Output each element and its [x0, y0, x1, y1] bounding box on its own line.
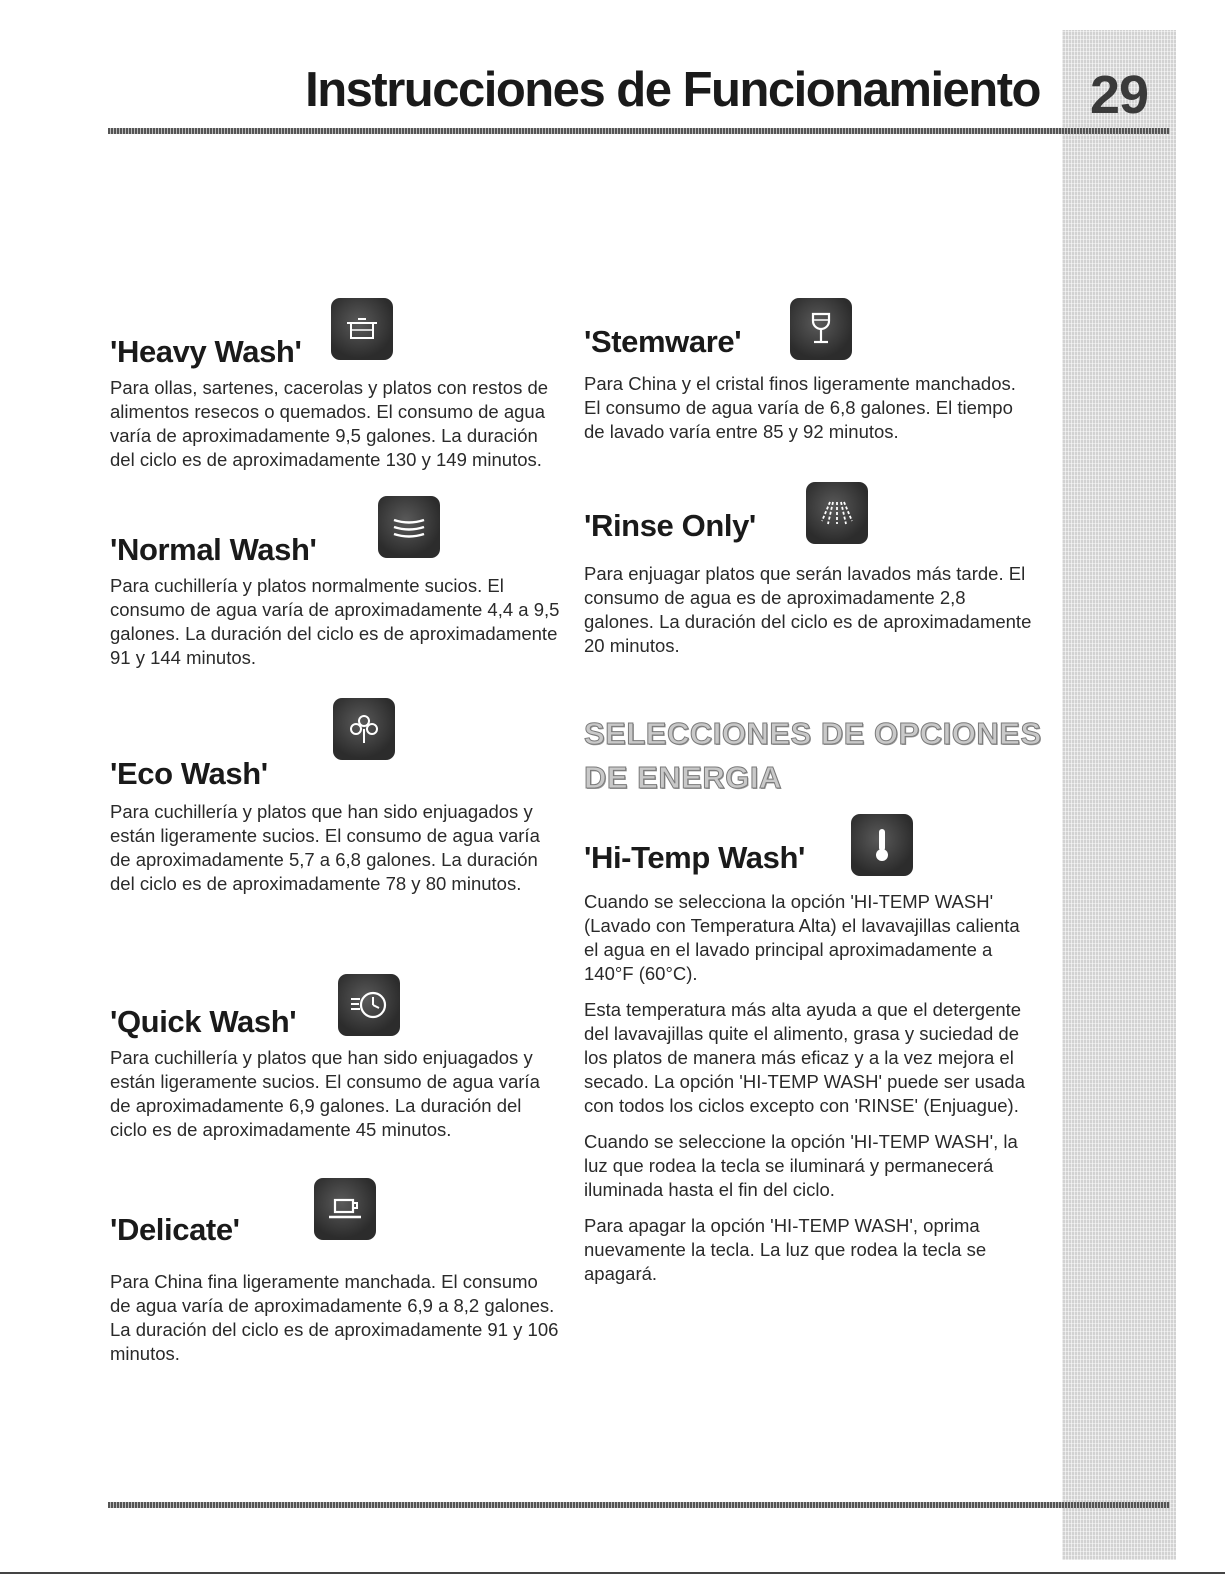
section-body-1: Cuando se selecciona la opción 'HI-TEMP WASH' (Lavado con Temperatura Alta) el lavavajillas calienta el agua en el lavado principal aproximadamente a 140°F (60°C).: [584, 891, 1020, 984]
section-body-2: Esta temperatura más alta ayuda a que el detergente del lavavajillas quite el alimento, grasa y suciedad de los platos de manera más eficaz y a la vez mejora el secado. La opción 'HI-TEMP WASH' puede ser usada con todos los ciclos excepto con 'RINSE' (Enjuague).: [584, 999, 1026, 1116]
section-body: Para China y el cristal finos ligeramente manchados. El consumo de agua varía de 6,8 galones. El tiempo de lavado varía entre 85 y 92 minutos.: [584, 373, 1016, 442]
section-body: Para cuchillería y platos normalmente sucios. El consumo de agua varía de aproximadamente 4,4 a 9,5 galones. La duración del ciclo es de aproximadamente 91 y 144 minutos.: [110, 575, 560, 668]
section-title: 'Hi-Temp Wash': [584, 840, 805, 875]
section-title: 'Rinse Only': [584, 508, 756, 543]
section-body-3: Cuando se seleccione la opción 'HI-TEMP WASH', la luz que rodea la tecla se iluminará y permanecerá iluminada hasta el fin del ciclo.: [584, 1131, 1018, 1200]
wine-glass-icon: [790, 298, 852, 360]
water-spray-icon: [806, 482, 868, 544]
top-divider: [108, 128, 1170, 134]
plates-stack-icon: [378, 496, 440, 558]
energy-options-heading: SELECCIONES DE OPCIONES DE ENERGIA: [584, 716, 1042, 795]
section-body: Para ollas, sartenes, cacerolas y platos con restos de alimentos resecos o quemados. El consumo de agua varía de aproximadamente 9,5 galones. La duración del ciclo es de aproximadamente 130 y 149 minutos.: [110, 377, 549, 470]
thermometer-icon: [851, 814, 913, 876]
pot-icon: [331, 298, 393, 360]
section-body: Para cuchillería y platos que han sido enjuagados y están ligeramente sucios. El consumo de agua varía de aproximadamente 6,9 galones. La duración del ciclo es de aproximadamente 45 minutos.: [110, 1047, 540, 1140]
page-edge-line: [0, 1572, 1225, 1574]
section-normal-wash: [110, 532, 560, 670]
section-title: 'Eco Wash': [110, 756, 268, 791]
section-title: 'Quick Wash': [110, 1004, 297, 1039]
section-body: Para China fina ligeramente manchada. El consumo de agua varía de aproximadamente 6,9 a 8,2 galones. La duración del ciclo es de aproximadamente 91 y 106 minutos.: [110, 1271, 559, 1364]
section-title: 'Stemware': [584, 324, 742, 359]
fast-clock-icon: [338, 974, 400, 1036]
section-title: 'Normal Wash': [110, 532, 317, 567]
side-tab-band: [1062, 30, 1176, 1560]
page-number: 29: [1089, 65, 1149, 125]
section-hi-temp-wash: [584, 840, 1034, 1298]
section-quick-wash: [110, 1004, 560, 1142]
page-title: Instrucciones de Funcionamiento: [305, 63, 1040, 117]
section-body: Para enjuagar platos que serán lavados más tarde. El consumo de agua es de aproximadamente 2,8 galones. La duración del ciclo es de aproximadamente 20 minutos.: [584, 563, 1032, 656]
section-eco-wash: [110, 756, 560, 896]
bottom-divider: [108, 1502, 1170, 1508]
section-title: 'Delicate': [110, 1212, 240, 1247]
section-body-4: Para apagar la opción 'HI-TEMP WASH', oprima nuevamente la tecla. La luz que rodea la tecla se apagará.: [584, 1215, 987, 1284]
section-body: Para cuchillería y platos que han sido enjuagados y están ligeramente sucios. El consumo de agua varía de aproximadamente 5,7 a 6,8 galones. La duración del ciclo es de aproximadamente 78 y 80 minutos.: [110, 801, 540, 894]
section-title: 'Heavy Wash': [110, 334, 302, 369]
eco-flower-icon: [333, 698, 395, 760]
cup-saucer-icon: [314, 1178, 376, 1240]
